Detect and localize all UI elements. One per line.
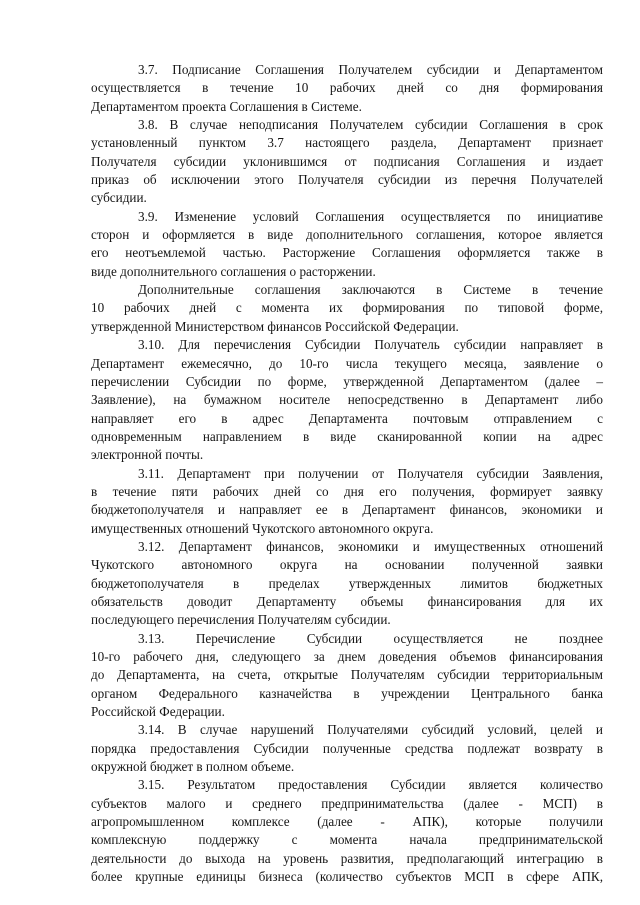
paragraph-line: комплексную поддержку с момента начала предпринимательской [91, 832, 603, 848]
paragraph-line: осуществляется в течение 10 рабочих дней со дня формирования [91, 80, 603, 96]
paragraph-additional [91, 281, 603, 336]
paragraph-line: перечислении Субсидии по форме, утвержденной Департаментом (далее – [91, 373, 603, 389]
paragraph-line: порядка предоставления Субсидии полученные средства подлежат возврату в [91, 740, 603, 756]
paragraph-line: в течение пяти рабочих дней со дня его получения, формирует заявку [91, 483, 603, 499]
paragraph-line: последующего перечисления Получателям субсидии. [91, 612, 391, 628]
paragraph-3-10 [91, 336, 603, 464]
paragraph-line: приказ об исключении этого Получателя субсидии из перечня Получателей [91, 172, 603, 188]
paragraph-3-12 [91, 538, 603, 630]
paragraph-3-9 [91, 208, 603, 281]
paragraph-line: имущественных отношений Чукотского автономного округа. [91, 520, 434, 536]
paragraph-line: установленный пунктом 3.7 настоящего раздела, Департамент признает [91, 135, 603, 151]
paragraph-line: 3.9. Изменение условий Соглашения осуществляется по инициативе [138, 208, 603, 224]
paragraph-3-14 [91, 721, 603, 776]
paragraph-line: 3.15. Результатом предоставления Субсидии является количество [138, 777, 603, 793]
paragraph-line: утвержденной Министерством финансов Российской Федерации. [91, 318, 459, 334]
paragraph-line: бюджетополучателя в пределах утвержденных лимитов бюджетных [91, 575, 603, 591]
paragraph-line: 3.13. Перечисление Субсидии осуществляется не позднее [138, 630, 603, 646]
paragraph-line: Заявление), на бумажном носителе непосредственно в Департамент либо [91, 392, 603, 408]
paragraph-line: одновременным направлением в виде сканированной копии на адрес [91, 428, 603, 444]
paragraph-line: направляет его в адрес Департамента почтовым отправлением с [91, 410, 603, 426]
document-body [91, 61, 603, 886]
paragraph-line: Чукотского автономного округа на основании полученной заявки [91, 557, 603, 573]
paragraph-3-15 [91, 776, 603, 886]
paragraph-line: Получателя субсидии уклонившимся от подписания Соглашения и издает [91, 153, 603, 169]
paragraph-line: сторон и оформляется в виде дополнительного соглашения, которое является [91, 227, 603, 243]
paragraph-line: органом Федерального казначейства в учреждении Центрального банка [91, 685, 603, 701]
paragraph-3-11 [91, 465, 603, 538]
paragraph-line: 3.12. Департамент финансов, экономики и имущественных отношений [138, 538, 603, 554]
paragraph-line: деятельности до выхода на уровень развития, предполагающий интеграцию в [91, 850, 603, 866]
paragraph-line: виде дополнительного соглашения о расторжении. [91, 263, 376, 279]
paragraph-3-13 [91, 630, 603, 722]
paragraph-line: субъектов малого и среднего предпринимательства (далее - МСП) в [91, 795, 603, 811]
paragraph-line: 3.11. Департамент при получении от Получателя субсидии Заявления, [138, 465, 603, 481]
paragraph-line: 3.8. В случае неподписания Получателем субсидии Соглашения в срок [138, 117, 603, 133]
paragraph-line: его неотъемлемой частью. Расторжение Соглашения оформляется также в [91, 245, 603, 261]
paragraph-line: 10-го рабочего дня, следующего за днем доведения объемов финансирования [91, 649, 603, 664]
paragraph-line: Департамент ежемесячно, до 10-го числа текущего месяца, заявление о [91, 355, 603, 371]
paragraph-line: Департаментом проекта Соглашения в Системе. [91, 98, 362, 114]
paragraph-line: более крупные единицы бизнеса (количество субъектов МСП в сфере АПК, [91, 869, 603, 885]
paragraph-3-7 [91, 61, 603, 116]
paragraph-line: 10 рабочих дней с момента их формирования по типовой форме, [91, 300, 603, 316]
paragraph-line: электронной почты. [91, 447, 204, 463]
paragraph-3-8 [91, 116, 603, 208]
paragraph-line: до Департамента, на счета, открытые Получателям субсидии территориальным [91, 667, 603, 683]
paragraph-line: 3.10. Для перечисления Субсидии Получатель субсидии направляет в [138, 337, 603, 353]
paragraph-line: агропромышленном комплексе (далее - АПК), которые получили [91, 814, 603, 830]
paragraph-line: 3.14. В случае нарушений Получателями субсидий условий, целей и [138, 722, 603, 738]
paragraph-line: окружной бюджет в полном объеме. [91, 759, 295, 775]
paragraph-line: Дополнительные соглашения заключаются в Системе в течение [138, 282, 603, 298]
paragraph-line: бюджетополучателя и направляет ее в Департамент финансов, экономики и [91, 502, 603, 518]
paragraph-line: субсидии. [91, 190, 147, 206]
paragraph-line: Российской Федерации. [91, 704, 225, 720]
paragraph-line: обязательств доводит Департаменту объемы финансирования для их [91, 593, 603, 609]
paragraph-line: 3.7. Подписание Соглашения Получателем субсидии и Департаментом [138, 62, 603, 77]
